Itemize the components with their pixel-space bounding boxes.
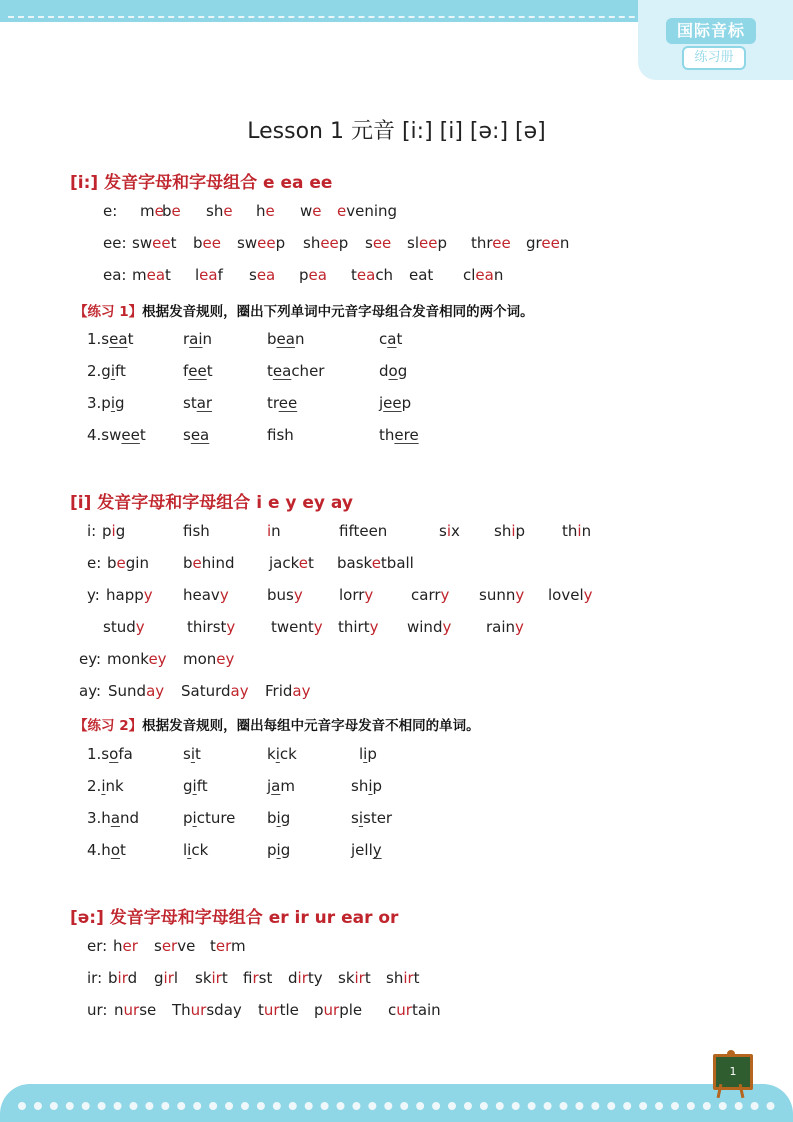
row-label: er: bbox=[87, 937, 108, 955]
highlighted-letters: y bbox=[364, 586, 374, 604]
word: pea bbox=[299, 266, 327, 284]
word: feet bbox=[183, 362, 213, 380]
word: teach bbox=[351, 266, 394, 284]
row-label: ur: bbox=[87, 1001, 108, 1019]
highlighted-letters: ur bbox=[323, 1001, 340, 1019]
highlighted-letters: ey bbox=[216, 650, 235, 668]
highlighted-letters: a bbox=[110, 809, 121, 827]
word: teacher bbox=[267, 362, 325, 380]
highlighted-letters: ea bbox=[272, 362, 292, 380]
word: carry bbox=[411, 586, 450, 604]
highlighted-letters: y bbox=[369, 618, 379, 636]
word: bird bbox=[108, 969, 138, 987]
highlighted-letters: i bbox=[368, 777, 373, 795]
word: fsh bbox=[183, 522, 210, 540]
word: bean bbox=[267, 330, 305, 348]
highlighted-letters: e bbox=[154, 202, 164, 220]
highlighted-letters: y bbox=[293, 586, 303, 604]
word: 4.sweet bbox=[87, 426, 146, 444]
word: pig bbox=[267, 841, 291, 859]
highlighted-letters: ir bbox=[117, 969, 128, 987]
word: Sunday bbox=[108, 682, 165, 700]
highlighted-letters: i bbox=[358, 809, 363, 827]
section-heading-long-i: [i:] 发音字母和字母组合 e ea ee bbox=[70, 173, 333, 193]
highlighted-letters: ea bbox=[356, 266, 376, 284]
highlighted-letters: ee bbox=[121, 426, 140, 444]
word: begin bbox=[107, 554, 149, 572]
highlighted-letters: y bbox=[372, 841, 382, 859]
word-row bbox=[103, 618, 793, 640]
word: jeep bbox=[379, 394, 412, 412]
word: nurse bbox=[114, 1001, 157, 1019]
word: fsh bbox=[267, 426, 294, 444]
bottom-border-band bbox=[0, 1084, 793, 1122]
highlighted-letters: ea bbox=[190, 426, 210, 444]
highlighted-letters: ur bbox=[396, 1001, 412, 1019]
highlighted-letters: ea bbox=[276, 330, 295, 348]
badge-subtitle: 练习册 bbox=[682, 46, 746, 70]
highlighted-letters: e bbox=[171, 202, 181, 220]
word: jam bbox=[267, 777, 295, 795]
highlighted-letters: i bbox=[192, 809, 197, 827]
word-row bbox=[103, 234, 793, 256]
exercise-text: 根据发音规则，圈出下列单词中元音字母组合发音相同的两个词。 bbox=[142, 304, 534, 320]
word: jacket bbox=[269, 554, 314, 572]
word: shirt bbox=[386, 969, 420, 987]
word: sheep bbox=[303, 234, 349, 252]
exercise-text: 根据发音规则，圈出每组中元音字母发音不相同的单词。 bbox=[142, 718, 480, 734]
word-row bbox=[87, 937, 787, 959]
exercise-tag: 【练习 1】 bbox=[74, 304, 143, 320]
page-number: 1 bbox=[729, 1065, 737, 1078]
word: 2.gift bbox=[87, 362, 126, 380]
highlighted-letters: ee bbox=[202, 234, 221, 252]
word: heavy bbox=[183, 586, 229, 604]
row-label: ea: bbox=[103, 266, 127, 284]
word: her bbox=[113, 937, 138, 955]
highlighted-letters: i bbox=[511, 522, 516, 540]
highlighted-letters: i bbox=[111, 522, 116, 540]
word: rain bbox=[183, 330, 213, 348]
word-row bbox=[103, 202, 793, 224]
highlighted-letters: ee bbox=[492, 234, 511, 252]
word: see bbox=[365, 234, 392, 252]
highlighted-letters: e bbox=[116, 554, 126, 572]
word: windy bbox=[407, 618, 452, 636]
word: six bbox=[439, 522, 460, 540]
highlighted-letters: a bbox=[271, 777, 281, 795]
highlighted-letters: o bbox=[388, 362, 398, 380]
highlighted-letters: y bbox=[135, 618, 145, 636]
word: turtle bbox=[258, 1001, 299, 1019]
word: thirsty bbox=[187, 618, 236, 636]
word: monkey bbox=[107, 650, 167, 668]
highlighted-letters: ar bbox=[196, 394, 213, 412]
highlighted-letters: ur bbox=[190, 1001, 207, 1019]
word: lovely bbox=[548, 586, 593, 604]
highlighted-letters: ee bbox=[257, 234, 276, 252]
row-label: ee: bbox=[103, 234, 127, 252]
word: happy bbox=[106, 586, 153, 604]
highlighted-letters: i bbox=[110, 394, 116, 412]
highlighted-letters: y bbox=[515, 618, 524, 636]
highlighted-letters: y bbox=[219, 586, 229, 604]
highlighted-letters: y bbox=[583, 586, 593, 604]
word: thin bbox=[562, 522, 592, 540]
highlighted-letters: y bbox=[442, 618, 452, 636]
exercise-2-instruction bbox=[74, 714, 480, 734]
word: we bbox=[300, 202, 322, 220]
word: picture bbox=[183, 809, 236, 827]
word: sit bbox=[183, 745, 201, 763]
highlighted-letters: e bbox=[337, 202, 347, 220]
word: cat bbox=[379, 330, 403, 348]
highlighted-letters: ea bbox=[146, 266, 166, 284]
row-label: e: bbox=[103, 202, 118, 220]
highlighted-letters: i bbox=[275, 745, 280, 763]
highlighted-letters: ee bbox=[372, 234, 392, 252]
highlighted-letters: ee bbox=[188, 362, 207, 380]
highlighted-letters: a bbox=[387, 330, 397, 348]
word: clean bbox=[463, 266, 504, 284]
exercise-1-instruction bbox=[74, 300, 534, 320]
word: kick bbox=[267, 745, 297, 763]
highlighted-letters: y bbox=[515, 586, 525, 604]
exercise-row bbox=[87, 426, 787, 448]
word: sleep bbox=[407, 234, 447, 252]
highlighted-letters: e bbox=[192, 554, 202, 572]
highlighted-letters: ay bbox=[292, 682, 311, 700]
word: lip bbox=[359, 745, 377, 763]
word: meat bbox=[132, 266, 171, 284]
highlighted-letters: ea bbox=[256, 266, 276, 284]
row-label: ay: bbox=[79, 682, 102, 700]
word: Saturday bbox=[181, 682, 249, 700]
word: rainy bbox=[486, 618, 524, 636]
highlighted-letters: ea bbox=[199, 266, 218, 284]
word: sea bbox=[183, 426, 210, 444]
highlighted-letters: ee bbox=[152, 234, 171, 252]
highlighted-letters: o bbox=[110, 841, 121, 859]
highlighted-letters: y bbox=[226, 618, 236, 636]
highlighted-letters: i bbox=[187, 841, 192, 859]
highlighted-letters: ur bbox=[263, 1001, 280, 1019]
word: 4.hot bbox=[87, 841, 126, 859]
word: skirt bbox=[338, 969, 371, 987]
highlighted-letters: i bbox=[577, 522, 582, 540]
word: ship bbox=[494, 522, 526, 540]
highlighted-letters: i bbox=[110, 362, 116, 380]
word: sweep bbox=[237, 234, 286, 252]
word-row bbox=[87, 586, 787, 608]
word-row bbox=[87, 969, 787, 991]
word: twenty bbox=[271, 618, 323, 636]
word: big bbox=[267, 809, 291, 827]
word-row bbox=[79, 682, 779, 704]
highlighted-letters: ur bbox=[123, 1001, 140, 1019]
word: Thursday bbox=[172, 1001, 242, 1019]
word: ffteen bbox=[339, 522, 388, 540]
word: leaf bbox=[195, 266, 223, 284]
word: 3.hand bbox=[87, 809, 140, 827]
highlighted-letters: ee bbox=[418, 234, 438, 252]
word: three bbox=[471, 234, 511, 252]
word: term bbox=[210, 937, 246, 955]
section-heading-long-schwa: [ə:] 发音字母和字母组合 er ir ur ear or bbox=[70, 908, 399, 928]
word: behind bbox=[183, 554, 235, 572]
word: eat bbox=[409, 266, 434, 284]
badge-title: 国际音标 bbox=[666, 18, 756, 44]
word: dirty bbox=[288, 969, 323, 987]
highlighted-letters: er bbox=[215, 937, 232, 955]
workbook-badge bbox=[638, 0, 793, 80]
highlighted-letters: ir bbox=[354, 969, 365, 987]
word: 1.sofa bbox=[87, 745, 133, 763]
lesson-title: Lesson 1 元音 [i:] [i] [ə:] [ə] bbox=[247, 119, 546, 144]
highlighted-letters: i bbox=[192, 777, 197, 795]
highlighted-letters: ere bbox=[394, 426, 419, 444]
highlighted-letters: i bbox=[276, 841, 281, 859]
word: 2.ink bbox=[87, 777, 124, 795]
word: basketball bbox=[337, 554, 414, 572]
highlighted-letters: y bbox=[313, 618, 323, 636]
word: sea bbox=[249, 266, 276, 284]
word-row bbox=[103, 266, 793, 288]
word: pig bbox=[102, 522, 126, 540]
highlighted-letters: ee bbox=[383, 394, 402, 412]
highlighted-letters: e bbox=[223, 202, 233, 220]
word: she bbox=[206, 202, 233, 220]
word: tree bbox=[267, 394, 298, 412]
highlighted-letters: i bbox=[276, 809, 281, 827]
highlighted-letters: y bbox=[143, 586, 153, 604]
word: in bbox=[267, 522, 281, 540]
word: evening bbox=[337, 202, 398, 220]
word: serve bbox=[154, 937, 196, 955]
word: ship bbox=[351, 777, 383, 795]
word: he bbox=[256, 202, 275, 220]
word: sweet bbox=[132, 234, 177, 252]
highlighted-letters: ir bbox=[211, 969, 222, 987]
word: Friday bbox=[265, 682, 311, 700]
word: thirty bbox=[338, 618, 379, 636]
highlighted-letters: i bbox=[101, 777, 106, 795]
row-label: ir: bbox=[87, 969, 103, 987]
word: lorry bbox=[339, 586, 374, 604]
highlighted-letters: ey bbox=[148, 650, 167, 668]
word: skirt bbox=[195, 969, 228, 987]
highlighted-letters: ea bbox=[109, 330, 128, 348]
word-row bbox=[87, 1001, 787, 1023]
row-label: ey: bbox=[79, 650, 102, 668]
highlighted-letters: i bbox=[190, 745, 195, 763]
word: jelly bbox=[351, 841, 382, 859]
highlighted-letters: ir bbox=[297, 969, 308, 987]
highlighted-letters: er bbox=[161, 937, 178, 955]
word: be bbox=[162, 202, 181, 220]
highlighted-letters: i bbox=[267, 522, 272, 540]
highlighted-letters: ai bbox=[189, 330, 203, 348]
exercise-row bbox=[87, 362, 787, 384]
word: sunny bbox=[479, 586, 525, 604]
row-label: y: bbox=[87, 586, 100, 604]
word: girl bbox=[154, 969, 179, 987]
word: 1.seat bbox=[87, 330, 134, 348]
highlighted-letters: ea bbox=[475, 266, 494, 284]
section-heading-short-i: [i] 发音字母和字母组合 i e y ey ay bbox=[70, 493, 353, 513]
highlighted-letters: ee bbox=[541, 234, 560, 252]
word-row bbox=[79, 650, 779, 672]
word: first bbox=[243, 969, 273, 987]
highlighted-letters: er bbox=[122, 937, 138, 955]
highlighted-letters: e bbox=[265, 202, 275, 220]
highlighted-letters: ir bbox=[252, 969, 259, 987]
row-label: i: bbox=[87, 522, 97, 540]
exercise-tag: 【练习 2】 bbox=[74, 718, 143, 734]
highlighted-letters: i bbox=[363, 745, 368, 763]
highlighted-letters: ea bbox=[308, 266, 327, 284]
word: busy bbox=[267, 586, 303, 604]
word: study bbox=[103, 618, 145, 636]
highlighted-letters: e bbox=[312, 202, 322, 220]
highlighted-letters: ay bbox=[146, 682, 165, 700]
highlighted-letters: o bbox=[109, 745, 119, 763]
exercise-row bbox=[87, 745, 787, 767]
highlighted-letters: ee bbox=[320, 234, 339, 252]
highlighted-letters: ir bbox=[403, 969, 414, 987]
row-label: e: bbox=[87, 554, 102, 572]
word: dog bbox=[379, 362, 408, 380]
word: curtain bbox=[388, 1001, 441, 1019]
highlighted-letters: e bbox=[371, 554, 381, 572]
word: bee bbox=[193, 234, 221, 252]
highlighted-letters: ir bbox=[163, 969, 174, 987]
exercise-row bbox=[87, 809, 787, 831]
exercise-row bbox=[87, 330, 787, 352]
word: money bbox=[183, 650, 235, 668]
exercise-row bbox=[87, 777, 787, 799]
word: lick bbox=[183, 841, 209, 859]
highlighted-letters: ay bbox=[230, 682, 249, 700]
word: sister bbox=[351, 809, 393, 827]
word: me bbox=[140, 202, 164, 220]
highlighted-letters: y bbox=[440, 586, 450, 604]
word: 3.pig bbox=[87, 394, 125, 412]
highlighted-letters: i bbox=[446, 522, 451, 540]
word: there bbox=[379, 426, 419, 444]
word: star bbox=[183, 394, 213, 412]
highlighted-letters: ee bbox=[278, 394, 298, 412]
exercise-row bbox=[87, 394, 787, 416]
word-row bbox=[87, 554, 787, 576]
exercise-row bbox=[87, 841, 787, 863]
word: green bbox=[526, 234, 570, 252]
word: purple bbox=[314, 1001, 363, 1019]
word: gift bbox=[183, 777, 208, 795]
word-row bbox=[87, 522, 787, 544]
highlighted-letters: e bbox=[298, 554, 308, 572]
